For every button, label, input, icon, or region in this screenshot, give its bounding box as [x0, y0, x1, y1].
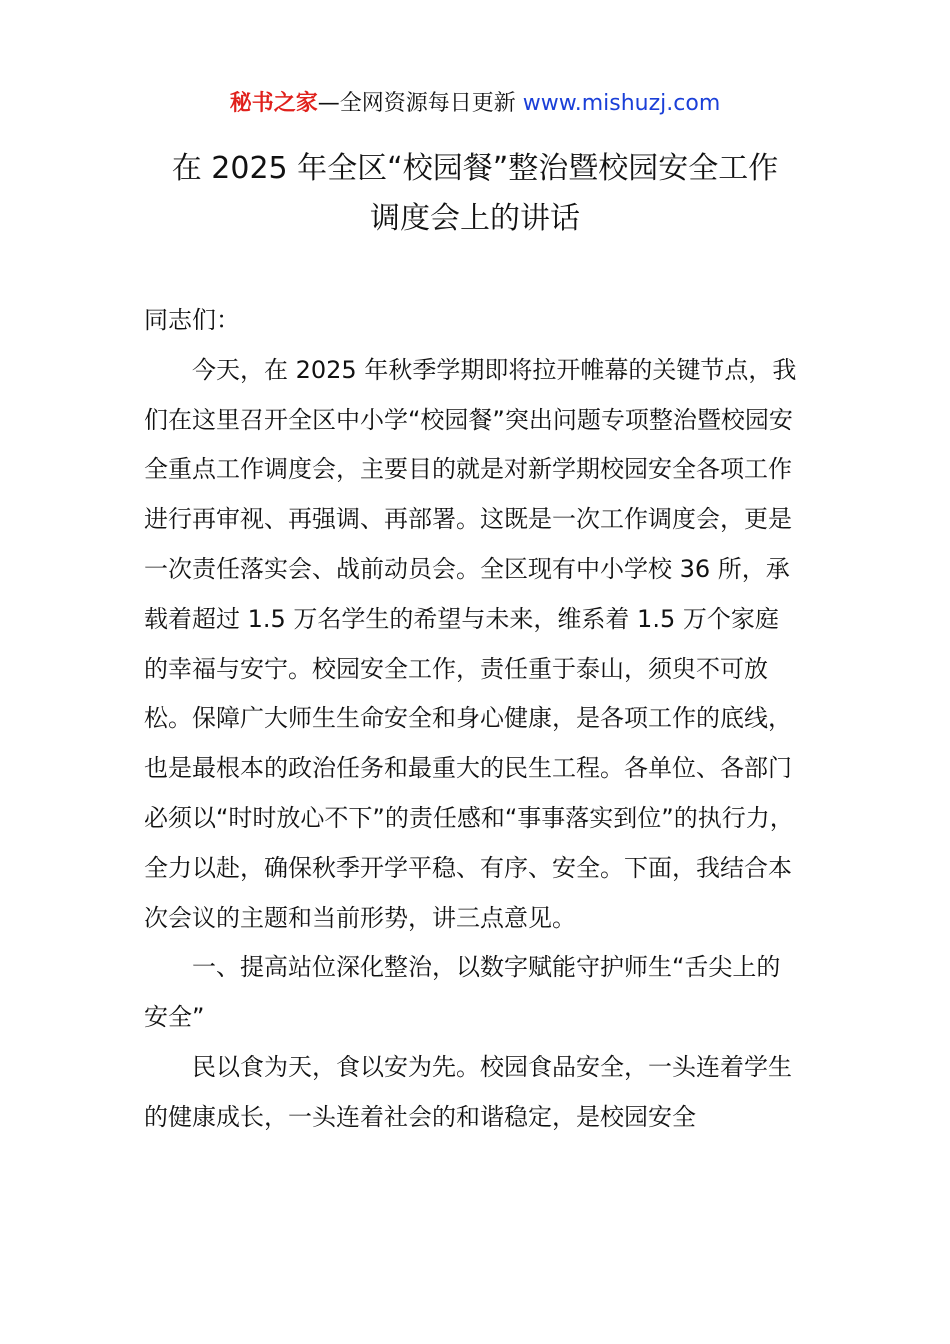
document-title: [100, 144, 850, 244]
title-line-1: 在 2025 年全区“校园餐”整治暨校园安全工作: [171, 151, 779, 186]
brand-name: 秘书之家: [229, 91, 318, 116]
document-body: [144, 296, 800, 1143]
title-line-2: 调度会上的讲话: [370, 201, 580, 236]
paragraph-section-1: 民以食为天，食以安为先。校园食品安全，一头连着学生的健康成长，一头连着社会的和谐稳定，是校园安全: [144, 1052, 792, 1131]
site-url-link[interactable]: www.mishuzj.com: [522, 91, 721, 116]
section-heading-1: 一、提高站位深化整治，以数字赋能守护师生“舌尖上的安全”: [144, 953, 781, 1032]
salutation: 同志们：: [144, 306, 240, 334]
header-tagline: —全网资源每日更新: [317, 91, 523, 116]
site-header: [0, 88, 950, 120]
paragraph-intro: 今天，在 2025 年秋季学期即将拉开帷幕的关键节点，我们在这里召开全区中小学“校园餐”突出问题专项整治暨校园安全重点工作调度会，主要目的就是对新学期校园安全各项工作进行再审视、再强调、再部署。这既是一次工作调度会，更是一次责任落实会、战前动员会。全区现有中小学校 36 所，承载着超过 1.5 万名学生的希望与未来，维系着 1.5 万个家庭的幸福与安宁。校园安全工作，责任重于泰山，须臾不可放松。保障广大师生生命安全和身心健康，是各项工作的底线，也是最根本的政治任务和最重大的民生工程。各单位、各部门必须以“时时放心不下”的责任感和“事事落实到位”的执行力，全力以赴，确保秋季开学平稳、有序、安全。下面，我结合本次会议的主题和当前形势，讲三点意见。: [144, 355, 797, 932]
